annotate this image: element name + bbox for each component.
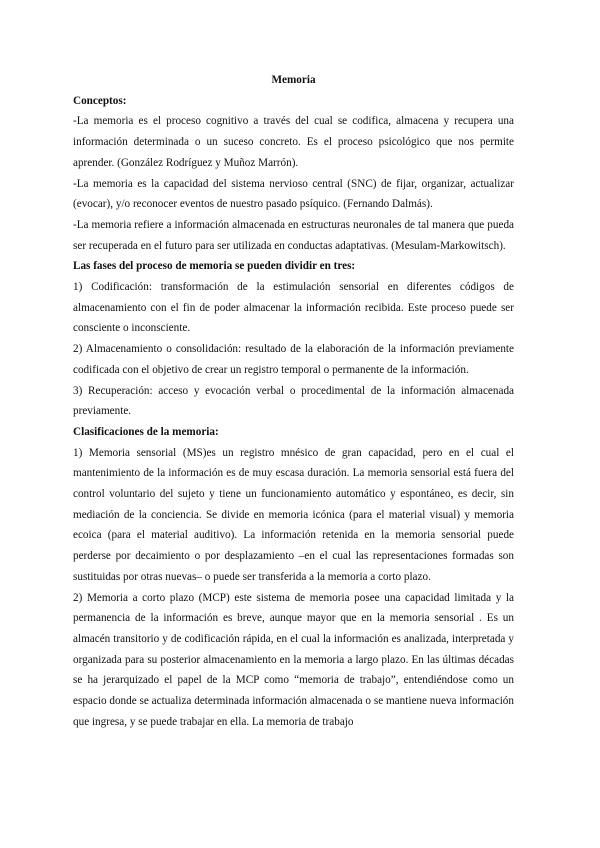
paragraph: 1) Codificación: transformación de la estimulación sensorial en diferentes códigos de almacenamiento con el fin de poder almacenar la información recibida. Este proceso puede ser consciente o inconsciente. <box>73 281 514 335</box>
section-heading-fases: Las fases del proceso de memoria se pueden dividir en tres: <box>73 260 356 273</box>
paragraph: -La memoria es el proceso cognitivo a través del cual se codifica, almacena y recupera una información determinada o un suceso concreto. Es el proceso psicológico que nos permite aprender. (González Rodríguez y Muñoz Marrón). <box>73 115 514 169</box>
paragraph: 3) Recuperación: acceso y evocación verbal o procedimental de la información almacenada previamente. <box>73 384 514 418</box>
section-heading-clasificaciones: Clasificaciones de la memoria: <box>73 425 219 438</box>
section-heading-conceptos: Conceptos: <box>73 94 127 107</box>
paragraph: -La memoria refiere a información almacenada en estructuras neuronales de tal manera que pueda ser recuperada en el futuro para ser utilizada en conductas adaptativas. (Mesulam-Markowitsch). <box>73 218 514 252</box>
document-title: Memoria <box>271 74 316 86</box>
paragraph: 2) Memoria a corto plazo (MCP) este sistema de memoria posee una capacidad limitada y la permanencia de la información es breve, aunque mayor que en la memoria sensorial . Es un almacén transitorio y de codificación rápida, en el cual la información es analizada, interpretada y organizada para su posterior almacenamiento en la memoria a largo plazo. En las últimas décadas se ha jerarquizado el papel de la MCP como “memoria de trabajo”, entendiéndose como un espacio donde se actualiza determinada información almacenada o se mantiene nueva información que ingresa, y se puede trabajar en ella. La memoria de trabajo <box>73 591 514 728</box>
document-page <box>73 70 514 733</box>
paragraph: -La memoria es la capacidad del sistema nervioso central (SNC) de fijar, organizar, actualizar (evocar), y/o reconocer eventos de nuestro pasado psíquico. (Fernando Dalmás). <box>73 177 514 211</box>
paragraph: 1) Memoria sensorial (MS)es un registro mnésico de gran capacidad, pero en el cual el mantenimiento de la información es de muy escasa duración. La memoria sensorial está fuera del control voluntario del sujeto y tiene un funcionamiento automático y espontáneo, es decir, sin mediación de la conciencia. Se divide en memoria icónica (para el material visual) y memoria ecoica (para el material auditivo). La información retenida en la memoria sensorial puede perderse por decaimiento o por desplazamiento –en el cual las representaciones formadas son sustituidas por otras nuevas– o puede ser transferida a la memoria a corto plazo. <box>73 446 514 583</box>
paragraph: 2) Almacenamiento o consolidación: resultado de la elaboración de la información previamente codificada con el objetivo de crear un registro temporal o permanente de la información. <box>73 343 514 376</box>
